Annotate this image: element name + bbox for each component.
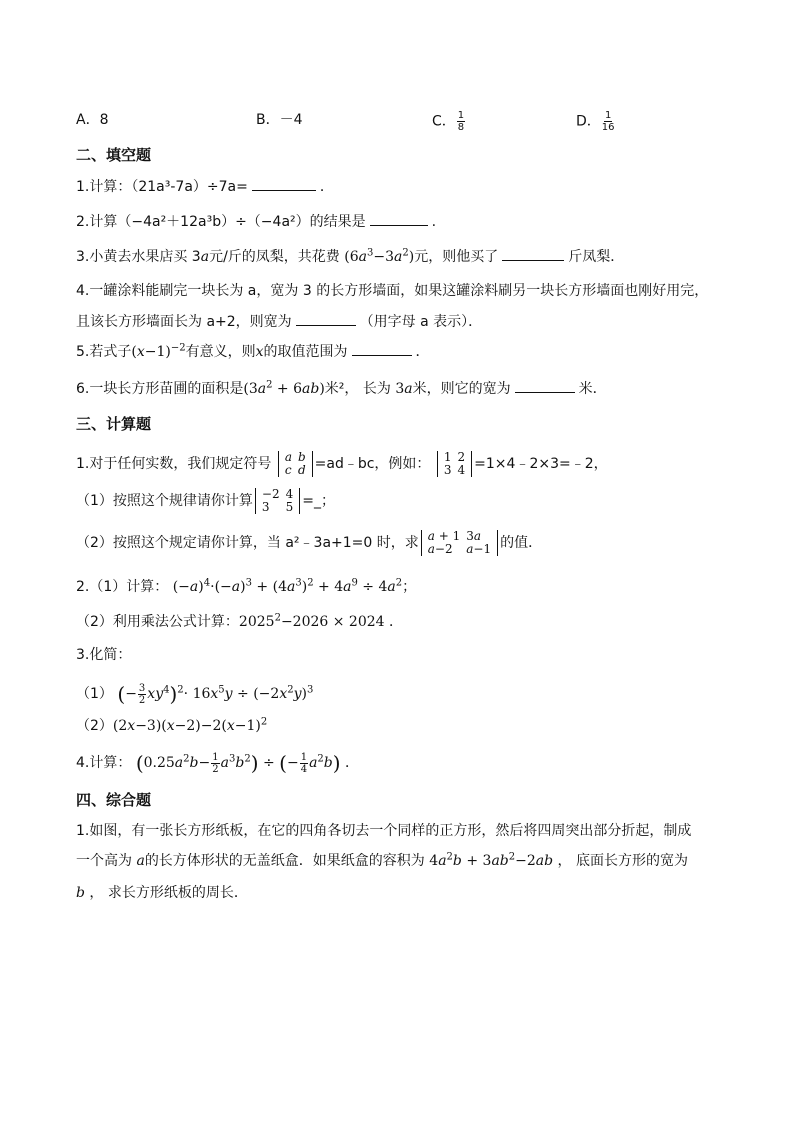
calc-q1-sub2: （2）按照这个规定请你计算，当 a²﹣3a+1=0 时，求 a + 1 3a a−2 a−1 的值．: [76, 529, 543, 556]
fill-q4-line2: 且该长方形墙面长为 a+2，则宽为 （用字母 a 表示）．: [76, 311, 482, 332]
determinant-sub1: −2 4 3 5: [255, 488, 300, 514]
section-heading-fill-blank: 二、填空题: [76, 146, 152, 164]
answer-blank[interactable]: [352, 341, 412, 356]
calc-q1: 1.对于任何实数，我们规定符号 a b c d =ad﹣bc，例如： 1 2 3 4 =1×4﹣2×3=﹣2，: [76, 450, 608, 477]
comp-q1-line1: 1.如图，有一张长方形纸板，在它的四角各切去一个同样的正方形，然后将四周突出部分折起，制成: [76, 823, 692, 839]
fill-q3: 3.小黄去水果店买 3a元/斤的凤梨，共花费 $(6a^3-3a^2)$元，则他买了 斤凤梨．: [76, 247, 625, 265]
comp-q1-line2: 一个高为 a的长方体形状的无盖纸盒．如果纸盒的容积为 $4a^2b + 3ab^2-2ab$ ， 底面长方形的宽为: [76, 851, 688, 869]
answer-blank[interactable]: [502, 246, 564, 261]
calc-q3-sub2: $(2)(2x-3)(x-2)-2(x-1)^2$: [76, 716, 268, 734]
option-b: B．－4: [256, 112, 303, 128]
determinant-sub2: a + 1 3a a−2 a−1: [421, 530, 498, 556]
calc-q2-sub2: （2）利用乘法公式计算：$2025^2-2026 \times 2024$ ．: [76, 612, 404, 630]
option-c: C． $\frac{1}{8}$: [432, 110, 465, 133]
fill-q5: 5.若式子$(x-1)^{-2}$有意义，则x的取值范围为 ．: [76, 342, 430, 360]
fill-q6: 6.一块长方形苗圃的面积是$(3a^2 + 6ab)$米²， 长为 3a米，则它的宽为 米．: [76, 379, 607, 397]
answer-blank[interactable]: [370, 211, 428, 226]
answer-blank[interactable]: [296, 311, 356, 326]
answer-blank[interactable]: [515, 378, 575, 393]
fill-q1: 1.计算：（21a³-7a）÷7a= ．: [76, 176, 334, 197]
calc-q2-sub1: 2.（1）计算： $(-a)^4\cdot(-a)^3 + (4a^3)^2 + 4a^9 \div 4a^2$；: [76, 577, 417, 595]
calc-q3-heading: 3.化简：: [76, 647, 132, 663]
fill-q4-line1: 4.一罐涂料能刷完一块长为 a，宽为 3 的长方形墙面，如果这罐涂料刷另一块长方形墙面也刚好用完，: [76, 283, 709, 299]
calc-q1-sub1: （1）按照这个规律请你计算 −2 4 3 5 =_；: [76, 487, 335, 514]
fill-q2: 2.计算（−4a²＋12a³b）÷（−4a²）的结果是 .: [76, 211, 436, 232]
section-heading-calculation: 三、计算题: [76, 415, 152, 433]
section-heading-comprehensive: 四、综合题: [76, 791, 152, 809]
comp-q1-line3: b ， 求长方形纸板的周长．: [76, 885, 248, 901]
option-d-fraction: $\frac{1}{16}$: [601, 110, 615, 133]
determinant-example: 1 2 3 4: [437, 451, 472, 477]
answer-blank[interactable]: [252, 176, 316, 191]
option-c-fraction: $\frac{1}{8}$: [457, 110, 465, 133]
option-d: D． $\frac{1}{16}$: [576, 110, 615, 133]
determinant-definition: a b c d: [278, 451, 313, 477]
calc-q4: 4.计算： ($0.25a^2b-$ $\frac{1}{2}$ $a^3b^2$) ÷ (− $\frac{1}{4}$ $a^2b$) ．: [76, 751, 360, 775]
option-a: A．8: [76, 112, 109, 128]
calc-q3-sub1: （1） (− $\frac{3}{2}$ $xy^4)^2\cdot 16x^5y \div (-2x^2y)^3$: [76, 682, 314, 706]
